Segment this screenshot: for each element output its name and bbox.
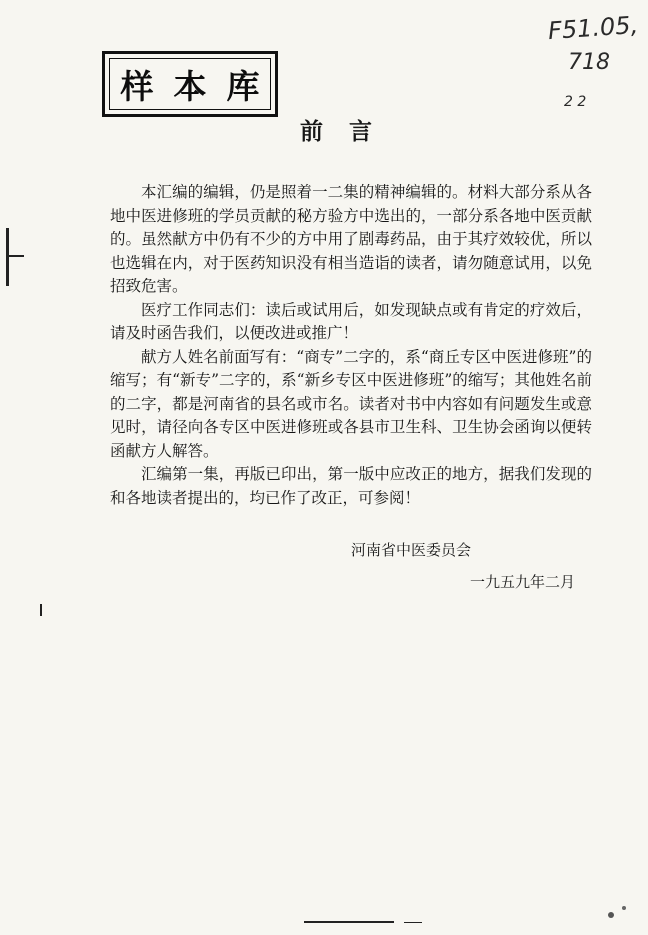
scan-mark-left-dot (40, 604, 42, 616)
stamp-text: 样本库 (120, 66, 280, 106)
paragraph-3: 献方人姓名前面写有：“商专”二字的，系“商丘专区中医进修班”的缩写；有“新专”二字的，系“新乡专区中医进修班”的缩写；其他姓名前的二字，都是河南省的县名或市名。读者对书中内容如有问题发生或意见时，请径向各专区中医进修班或各县市卫生科、卫生协会函询以便转函献方人解答。 (110, 347, 592, 460)
signature-organization: 河南省中医委员会 (351, 541, 472, 559)
scan-mark-corner-speck-2 (622, 906, 626, 910)
scan-mark-corner-speck (608, 912, 614, 918)
scan-mark-bottom-dash (404, 922, 422, 923)
signature-date: 一九五九年二月 (470, 573, 576, 591)
library-stamp (102, 51, 278, 117)
paragraph-4: 汇编第一集，再版已印出，第一版中应改正的地方，据我们发现的和各地读者提出的，均已作了改正，可参阅！ (110, 465, 592, 507)
stamp-inner-border (109, 58, 280, 110)
scan-mark-bottom-line (304, 921, 394, 923)
catalog-line-3: 2 2 (564, 94, 587, 110)
catalog-line-2: 718 (568, 50, 610, 75)
preface-body (110, 181, 592, 510)
catalog-line-1: F51.05, (547, 10, 640, 46)
page-title: 前言 (300, 118, 398, 145)
paragraph-2: 医疗工作同志们：读后或试用后，如发现缺点或有肯定的疗效后，请及时函告我们，以便改进或推广！ (110, 300, 592, 342)
scan-mark-left-vertical (6, 228, 9, 286)
paragraph-1: 本汇编的编辑，仍是照着一二集的精神编辑的。材料大部分系从各地中医进修班的学员贡献的秘方验方中选出的，一部分系各地中医贡献的。虽然献方中仍有不少的方中用了剧毒药品，由于其疗效较优，所以也选辑在内，对于医药知识没有相当造诣的读者，请勿随意试用，以免招致危害。 (110, 183, 592, 295)
scan-mark-left-horizontal (6, 255, 24, 257)
